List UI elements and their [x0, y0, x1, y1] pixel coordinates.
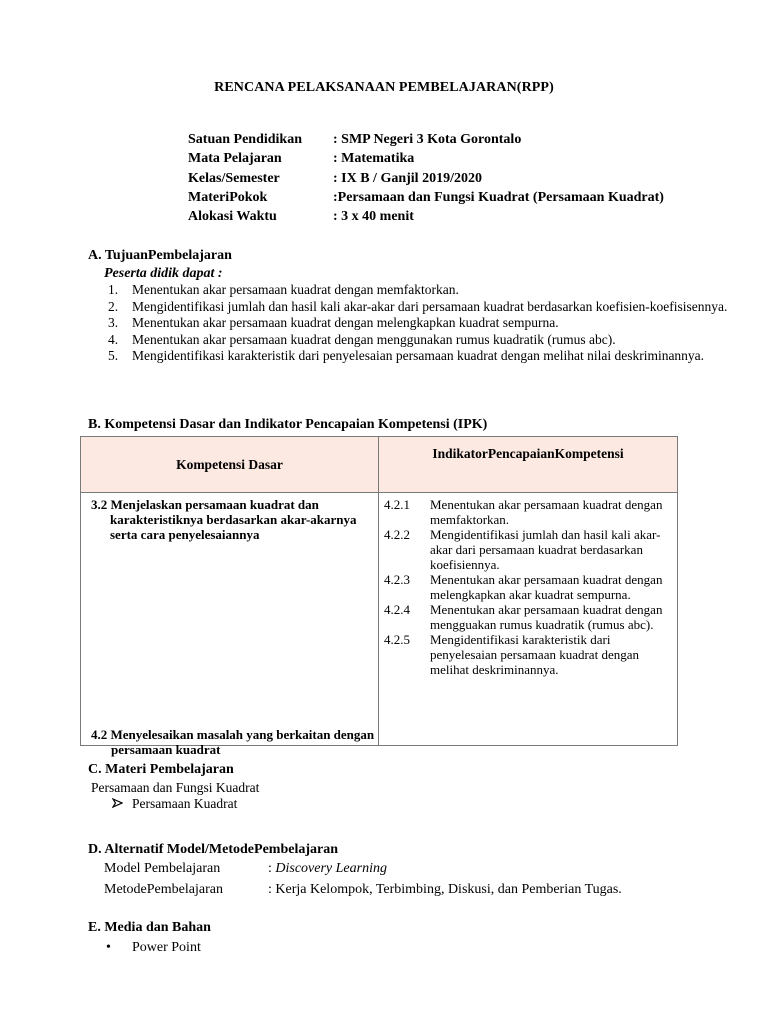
info-label: Alokasi Waktu: [188, 209, 277, 224]
ipk-item: 4.2.2 Mengidentifikasi jumlah dan hasil kali akar-akar dari persamaan kuadrat berdasarkan koefisiennya.: [384, 527, 661, 572]
section-c-text: Persamaan dan Fungsi Kuadrat: [91, 780, 260, 795]
document-title: RENCANA PELAKSANAAN PEMBELAJARAN(RPP): [214, 80, 554, 95]
list-item: 1. Menentukan akar persamaan kuadrat dengan memfaktorkan.: [108, 282, 459, 297]
info-value: : IX B / Ganjil 2019/2020: [333, 171, 482, 186]
ipk-cell: [379, 493, 678, 746]
ipk-item: 4.2.3 Menentukan akar persamaan kuadrat dengan melengkapkan akar kuadrat sempurna.: [384, 572, 663, 602]
section-e-heading: E. Media dan Bahan: [88, 920, 211, 935]
section-b-heading: B. Kompetensi Dasar dan Indikator Pencapaian Kompetensi (IPK): [88, 417, 488, 432]
list-item: 5. Mengidentifikasi karakteristik dari penyelesaian persamaan kuadrat dengan melihat nilai deskriminannya.: [108, 348, 705, 363]
method-value: : Kerja Kelompok, Terbimbing, Diskusi, dan Pemberian Tugas.: [268, 882, 622, 897]
info-label: Mata Pelajaran: [188, 151, 282, 166]
ipk-item: 4.2.4 Menentukan akar persamaan kuadrat dengan mengguakan rumus kuadratik (rumus abc).: [384, 602, 663, 632]
kd-3-2: 3.2 Menjelaskan persamaan kuadrat dan karakteristiknya berdasarkan akar-akarnya serta cara penyelesaiannya: [91, 497, 357, 542]
info-value: : 3 x 40 menit: [333, 209, 414, 224]
ipk-item: 4.2.1 Menentukan akar persamaan kuadrat dengan memfaktorkan.: [384, 497, 663, 527]
section-d-heading: D. Alternatif Model/MetodePembelajaran: [88, 842, 338, 857]
info-value: :Persamaan dan Fungsi Kuadrat (Persamaan Kuadrat): [333, 190, 664, 205]
model-value: : Discovery Learning: [268, 861, 387, 876]
bullet-icon: •: [106, 940, 111, 955]
section-a-intro: Peserta didik dapat :: [104, 266, 223, 281]
kd-cell: [81, 493, 379, 757]
arrow-bullet-icon: [112, 796, 132, 812]
info-value: : SMP Negeri 3 Kota Gorontalo: [333, 132, 522, 147]
table-header-ipk: IndikatorPencapaianKompetensi: [379, 437, 678, 493]
info-label: Satuan Pendidikan: [188, 132, 302, 147]
method-row: MetodePembelajaran : Kerja Kelompok, Terbimbing, Diskusi, dan Pemberian Tugas.: [104, 882, 622, 897]
kd-4-2: 4.2 Menyelesaikan masalah yang berkaitan dengan persamaan kuadrat: [91, 727, 375, 757]
section-a-heading: A. TujuanPembelajaran: [88, 248, 232, 263]
objectives-list: [108, 282, 728, 365]
list-item: • Power Point: [106, 940, 201, 955]
info-label: Kelas/Semester: [188, 171, 280, 186]
list-item: 3. Menentukan akar persamaan kuadrat dengan melengkapkan kuadrat sempurna.: [108, 315, 559, 330]
info-value: : Matematika: [333, 151, 415, 166]
model-row: Model Pembelajaran : Discovery Learning: [104, 861, 387, 876]
info-label: MateriPokok: [188, 190, 268, 205]
section-c-heading: C. Materi Pembelajaran: [88, 762, 234, 777]
ipk-item: 4.2.5 Mengidentifikasi karakteristik dari penyelesaian persamaan kuadrat dengan melihat deskriminannya.: [384, 632, 639, 677]
list-item: 4. Menentukan akar persamaan kuadrat dengan menggunakan rumus kuadratik (rumus abc).: [108, 331, 616, 347]
list-item: Persamaan Kuadrat: [112, 796, 237, 812]
list-item: 2. Mengidentifikasi jumlah dan hasil kali akar-akar dari persamaan kuadrat berdasarkan koefisien-koefisisennya.: [108, 298, 728, 314]
competency-table: [80, 436, 678, 757]
table-header-kd: Kompetensi Dasar: [81, 437, 379, 493]
